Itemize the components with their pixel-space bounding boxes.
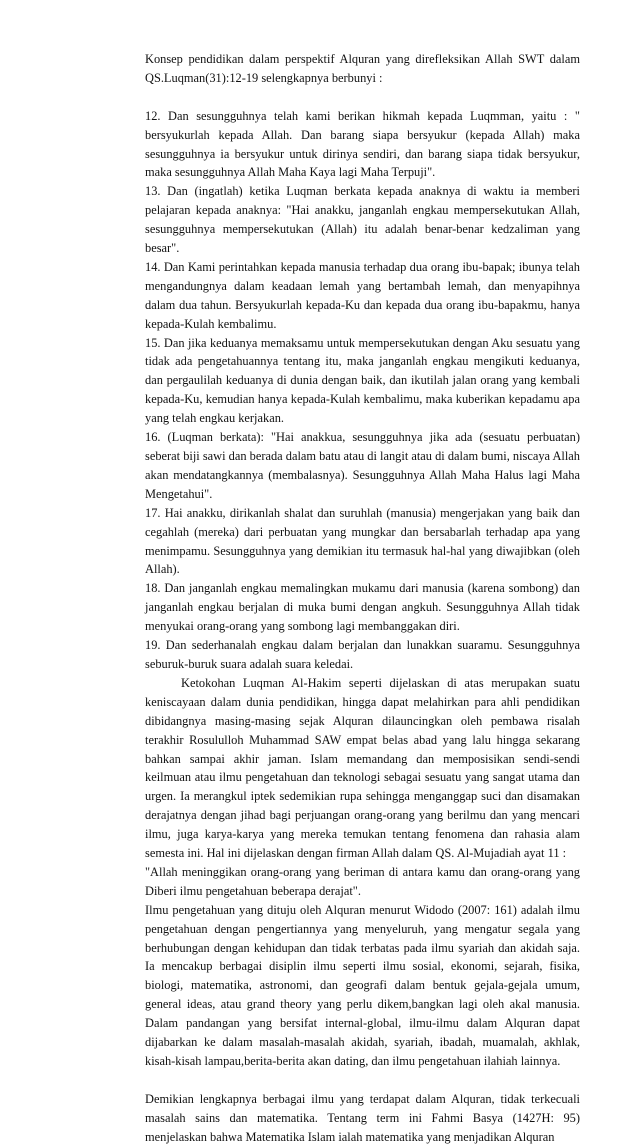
verse-13: 13. Dan (ingatlah) ketika Luqman berkata kepada anaknya di waktu ia memberi pelajaran kepada anaknya: "Hai anakku, janganlah engkau mempersekutukan Allah, sesungguhnya mempersekutukan (Allah) itu adalah benar-benar kedzaliman yang besar". [145,184,580,256]
verse-14: 14. Dan Kami perintahkan kepada manusia terhadap dua orang ibu-bapak; ibunya telah mengandungnya dalam keadaan lemah yang bertambah lemah, dan menyapihnya dalam dua tahun. Bersyukurlah kepada-Ku dan kepada dua orang ibu-bapakmu, hanya kepada-Kulah kembalimu. [145,259,580,331]
verse-15: 15. Dan jika keduanya memaksamu untuk mempersekutukan dengan Aku sesuatu yang tidak ada pengetahuannya tentang itu, maka janganlah engkau mengikuti keduanya, dan pergaulilah keduanya di dunia dengan baik, dan ikutilah jalan orang yang kembali kepada-Ku, kemudian hanya kepada-Kulah kembalimu, maka kuberikan kepadamu apa yang telah engkau kerjakan. [145,335,580,426]
quran-quote: "Allah meninggikan orang-orang yang beriman di antara kamu dan orang-orang yang Diberi ilmu pengetahuan beberapa derajat". [145,864,580,898]
final-paragraph: Demikian lengkapnya berbagai ilmu yang terdapat dalam Alquran, tidak terkecuali masalah sains dan matematika. Tentang term ini Fahmi Basya (1427H: 95) menjelaskan bahwa Matematika Islam ialah matematika yang menjadikan Alquran [145,1091,580,1144]
verse-18: 18. Dan janganlah engkau memalingkan mukamu dari manusia (karena sombong) dan janganlah engkau berjalan di muka bumi dengan angkuh. Sesungguhnya Allah tidak menyukai orang-orang yang sombong lagi membanggakan diri. [145,581,580,634]
document-page [145,50,580,1147]
ilmu-paragraph: Ilmu pengetahuan yang dituju oleh Alquran menurut Widodo (2007: 161) adalah ilmu pengetahuan dengan pengertiannya yang menyeluruh, yang mengatur segala yang berhubungan dengan kehidupan dan tidak terbatas pada ilmu syariah dan akidah saja. Ia mencakup berbagai disiplin ilmu seperti ilmu sosial, ekonomi, sejarah, fisika, biologi, matematika, astronomi, dan geografi dalam bentuk gejala-gejala umum, general ideas, atau grand theory yang perlu dikem,bangkan lagi oleh akal manusia. Dalam pandangan yang bersifat internal-global, ilmu-ilmu dalam Alquran dapat dijabarkan ke dalam masalah-masalah akidah, syariah, ibadah, muamalah, akhlak, kisah-kisah lampau,berita-berita akan dating, dan ilmu pengetahuan ilahiah lainnya. [145,902,580,1069]
verse-12: 12. Dan sesungguhnya telah kami berikan hikmah kepada Luqmman, yaitu : " bersyukurlah kepada Allah. Dan barang siapa bersyukur (kepada Allah) maka sesungguhnya ia bersyukur untuk dirinya sendiri, dan barang siapa tidak bersyukur, maka sesungguhnya Allah Maha Kaya lagi Maha Terpuji". [145,108,580,180]
verse-16: 16. (Luqman berkata): "Hai anakkua, sesungguhnya jika ada (sesuatu perbuatan) seberat biji sawi dan berada dalam batu atau di langit atau di dalam bumi, niscaya Allah akan mendatangkannya (membalasnya). Sesungguhnya Allah Maha Halus lagi Maha Mengetahui". [145,430,580,501]
luqman-paragraph: Ketokohan Luqman Al-Hakim seperti dijelaskan di atas merupakan suatu keniscayaan dalam dunia pendidikan, hingga dapat melahirkan para ahli pendidikan dibidangnya masing-masing sejak Alquran dilauncingkan oleh pembawa risalah terakhir Rosululloh Muhammad SAW empat belas abad yang lalu hingga sekarang bahkan sampai akhir jaman. Islam memandang dan memposisikan sendi-sendi keilmuan atau ilmu pengetahuan dan teknologi sebagai sesuatu yang sangat utama dan urgen. Ia merangkul iptek sedemikian rupa sehingga menganggap suci dan disamakan derajatnya dengan jihad bagi perjuangan orang-orang yang berilmu dan yang mencari ilmu, juga karya-karya yang mereka temukan tentang fenomena dan rahasia alam semesta ini. Hal ini dijelaskan dengan firman Allah dalam QS. Al-Mujadiah ayat 11 : [145,675,580,861]
verse-19: 19. Dan sederhanalah engkau dalam berjalan dan lunakkan suaramu. Sesungguhnya seburuk-buruk suara adalah suara keledai. [145,638,580,671]
intro-paragraph: Konsep pendidikan dalam perspektif Alquran yang direfleksikan Allah SWT dalam QS.Luqman(31):12-19 selengkapnya berbunyi : [145,52,580,85]
paragraph-gap [145,1071,580,1090]
paragraph-gap [145,88,580,107]
verse-17: 17. Hai anakku, dirikanlah shalat dan suruhlah (manusia) mengerjakan yang baik dan cegahlah (mereka) dari perbuatan yang mungkar dan bersabarlah terhadap apa yang menimpamu. Sesungguhnya yang demikian itu termasuk hal-hal yang diwajibkan (oleh Allah). [145,505,580,577]
